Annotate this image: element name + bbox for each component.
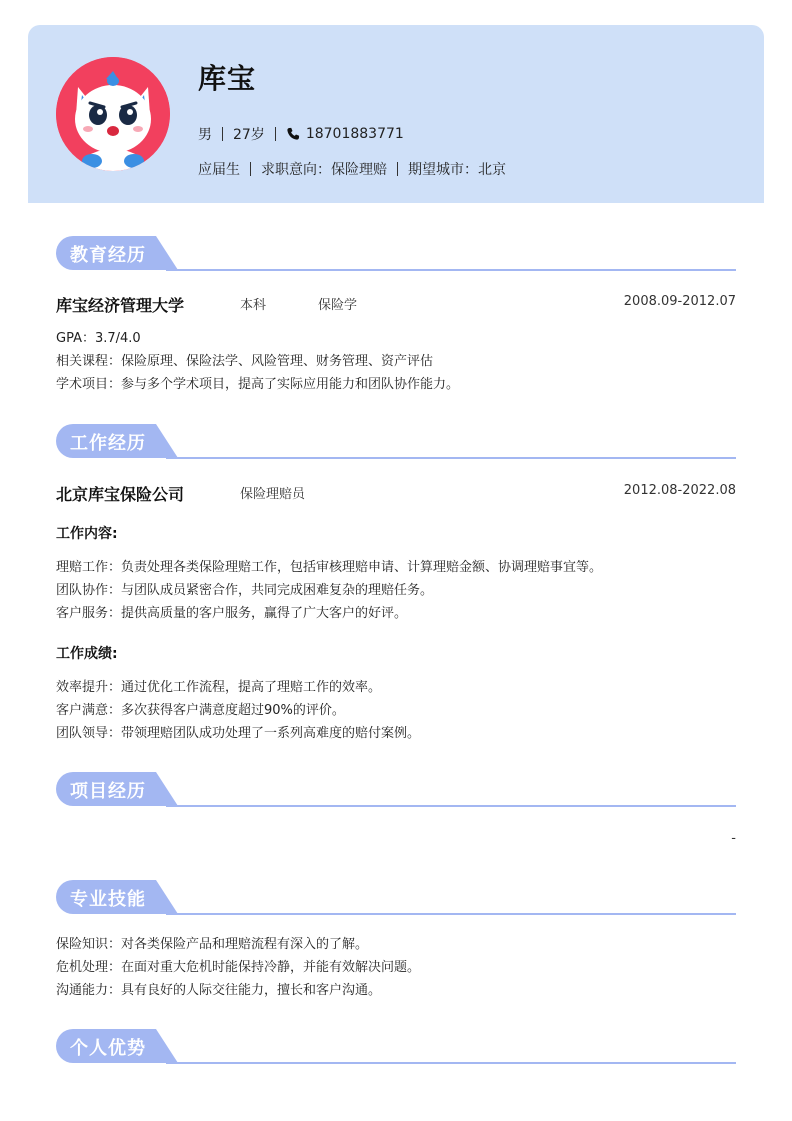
section-rule xyxy=(166,805,736,807)
section-advantages xyxy=(56,1029,736,1065)
avatar xyxy=(56,57,170,171)
section-rule xyxy=(166,913,736,915)
age: 27岁 xyxy=(233,127,265,143)
courses: 相关课程：保险原理、保险法学、风险管理、财务管理、资产评估 xyxy=(56,354,434,369)
work-content-item: 团队协作：与团队成员紧密合作，共同完成困难复杂的理赔任务。 xyxy=(56,583,434,598)
expected-city: 期望城市：北京 xyxy=(408,162,506,178)
section-title: 专业技能 xyxy=(70,889,146,910)
section-title: 个人优势 xyxy=(70,1038,146,1059)
divider xyxy=(275,127,276,141)
section-title: 工作经历 xyxy=(70,433,146,454)
section-work xyxy=(56,424,736,460)
job-intent-row xyxy=(198,159,506,179)
work-period: 2012.08-2022.08 xyxy=(623,483,736,498)
divider xyxy=(397,162,398,176)
job-role: 保险理赔员 xyxy=(240,487,306,502)
gpa: GPA：3.7/4.0 xyxy=(56,331,141,346)
job-intent: 求职意向：保险理赔 xyxy=(261,162,387,178)
section-rule xyxy=(166,457,736,459)
resume-header xyxy=(28,25,764,203)
gender: 男 xyxy=(198,127,212,143)
achievement-item: 效率提升：通过优化工作流程，提高了理赔工作的效率。 xyxy=(56,680,382,695)
phone-number[interactable]: 18701883771 xyxy=(305,126,404,142)
basic-info-row xyxy=(198,124,404,144)
section-title: 教育经历 xyxy=(70,245,146,266)
section-project xyxy=(56,772,736,808)
education-period: 2008.09-2012.07 xyxy=(623,294,736,309)
work-content-item: 理赔工作：负责处理各类保险理赔工作，包括审核理赔申请、计算理赔金额、协调理赔事宜等。 xyxy=(56,560,603,575)
work-achievement-title: 工作成绩: xyxy=(56,646,118,662)
section-education xyxy=(56,236,736,272)
divider xyxy=(222,127,223,141)
divider xyxy=(250,162,251,176)
achievement-item: 团队领导：带领理赔团队成功处理了一系列高难度的赔付案例。 xyxy=(56,726,421,741)
status: 应届生 xyxy=(198,162,240,178)
skill-item: 沟通能力：具有良好的人际交往能力，擅长和客户沟通。 xyxy=(56,983,382,998)
school-name: 库宝经济管理大学 xyxy=(56,296,185,315)
company-name: 北京库宝保险公司 xyxy=(56,485,185,504)
skill-item: 危机处理：在面对重大危机时能保持冷静，并能有效解决问题。 xyxy=(56,960,421,975)
project-placeholder: - xyxy=(731,831,736,846)
major: 保险学 xyxy=(318,298,358,313)
academic-projects: 学术项目：参与多个学术项目，提高了实际应用能力和团队协作能力。 xyxy=(56,377,460,392)
section-skills xyxy=(56,880,736,916)
phone-icon xyxy=(286,127,300,141)
section-title: 项目经历 xyxy=(70,781,146,802)
cat-mascot-icon xyxy=(56,57,170,171)
candidate-name: 库宝 xyxy=(198,62,257,95)
achievement-item: 客户满意：多次获得客户满意度超过90%的评价。 xyxy=(56,703,345,718)
section-rule xyxy=(166,269,736,271)
work-content-title: 工作内容: xyxy=(56,526,118,542)
section-rule xyxy=(166,1062,736,1064)
work-content-item: 客户服务：提供高质量的客户服务，赢得了广大客户的好评。 xyxy=(56,606,408,621)
degree: 本科 xyxy=(240,298,267,313)
skill-item: 保险知识：对各类保险产品和理赔流程有深入的了解。 xyxy=(56,937,369,952)
